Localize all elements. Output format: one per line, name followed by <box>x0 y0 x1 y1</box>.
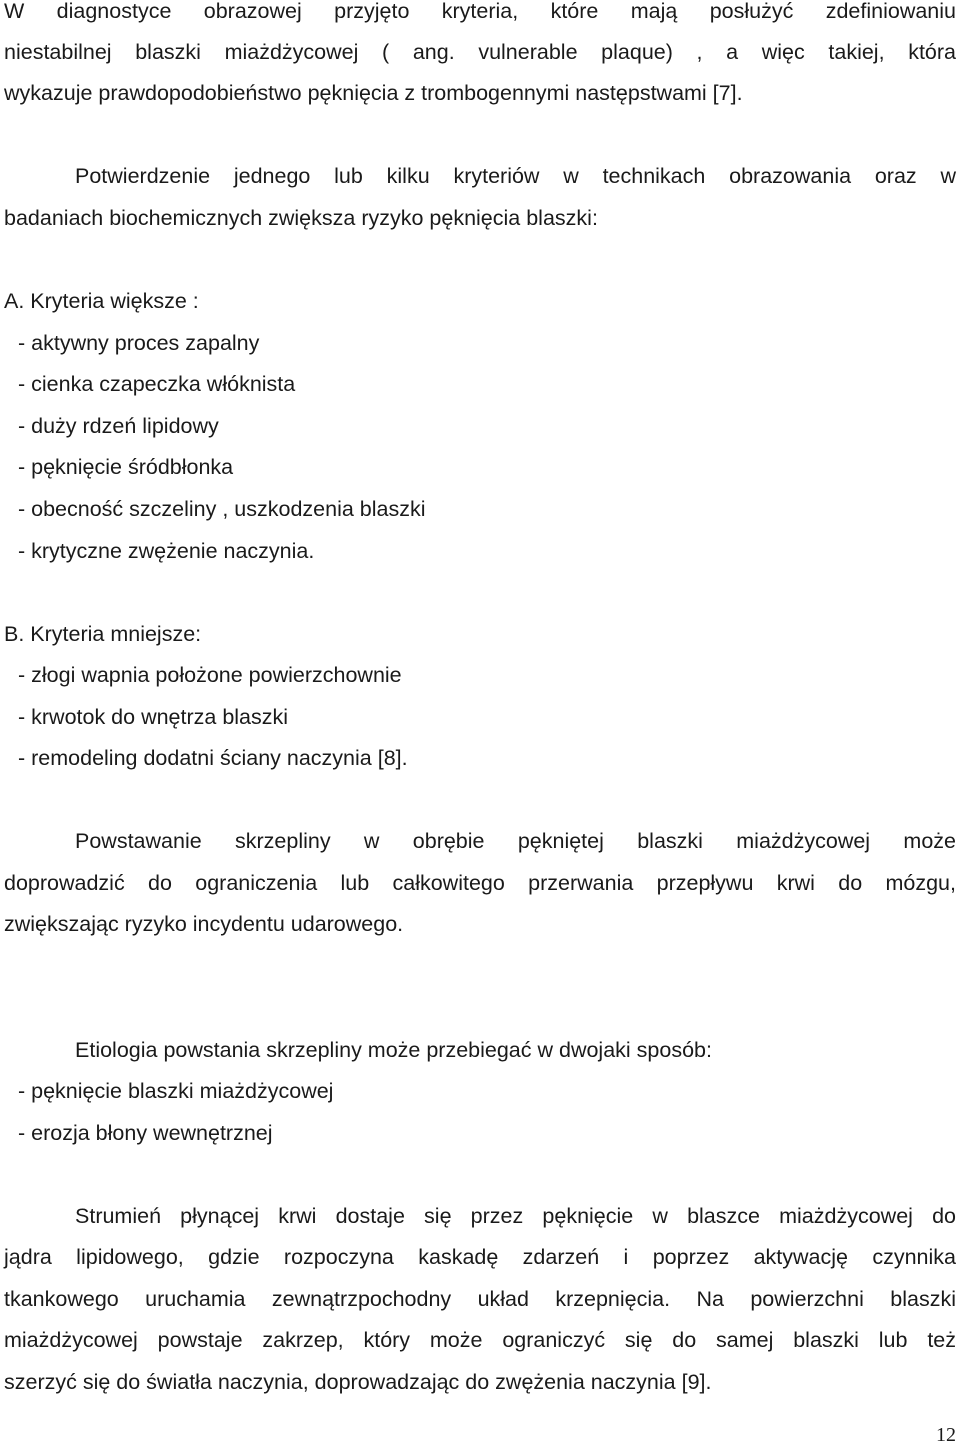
paragraph-1-line-2: niestabilnej blaszki miażdżycowej ( ang. vulnerable plaque) , a więc takiej, która <box>4 40 956 64</box>
paragraph-4-line-3: tkankowego uruchamia zewnątrzpochodny układ krzepnięcia. Na powierzchni blaszki <box>4 1287 956 1311</box>
etiology-item: - erozja błony wewnętrznej <box>18 1121 273 1145</box>
etiology-item: - pęknięcie blaszki miażdżycowej <box>18 1079 334 1103</box>
paragraph-2-line-1: Potwierdzenie jednego lub kilku kryteriów w technikach obrazowania oraz w <box>75 164 956 188</box>
etiology-intro: Etiologia powstania skrzepliny może przebiegać w dwojaki sposób: <box>75 1038 712 1062</box>
minor-criteria-item: - krwotok do wnętrza blaszki <box>18 705 289 729</box>
paragraph-3-line-3: zwiększając ryzyko incydentu udarowego. <box>4 912 404 936</box>
major-criteria-heading: A. Kryteria większe : <box>4 289 199 313</box>
major-criteria-item: - obecność szczeliny , uszkodzenia blaszki <box>18 497 426 521</box>
paragraph-4-line-1: Strumień płynącej krwi dostaje się przez pęknięcie w blaszce miażdżycowej do <box>75 1204 956 1228</box>
paragraph-4-line-5: szerzyć się do światła naczynia, doprowadzając do zwężenia naczynia [9]. <box>4 1370 712 1394</box>
minor-criteria-item: - złogi wapnia położone powierzchownie <box>18 663 402 687</box>
major-criteria-item: - pęknięcie śródbłonka <box>18 455 234 479</box>
paragraph-4-line-4: miażdżycowej powstaje zakrzep, który może ograniczyć się do samej blaszki lub też <box>4 1328 956 1352</box>
minor-criteria-item: - remodeling dodatni ściany naczynia [8]. <box>18 746 408 770</box>
major-criteria-item: - cienka czapeczka włóknista <box>18 372 296 396</box>
major-criteria-item: - duży rdzeń lipidowy <box>18 414 219 438</box>
paragraph-3-line-2: doprowadzić do ograniczenia lub całkowitego przerwania przepływu krwi do mózgu, <box>4 871 956 895</box>
paragraph-2-line-2: badaniach biochemicznych zwiększa ryzyko pęknięcia blaszki: <box>4 206 598 230</box>
paragraph-1-line-1: W diagnostyce obrazowej przyjęto kryteria, które mają posłużyć zdefiniowaniu <box>4 0 956 23</box>
paragraph-1-line-3: wykazuje prawdopodobieństwo pęknięcia z trombogennymi następstwami [7]. <box>4 81 743 105</box>
paragraph-3-line-1: Powstawanie skrzepliny w obrębie pękniętej blaszki miażdżycowej może <box>75 829 956 853</box>
page-number: 12 <box>936 1424 956 1446</box>
paragraph-4-line-2: jądra lipidowego, gdzie rozpoczyna kaskadę zdarzeń i poprzez aktywację czynnika <box>4 1245 956 1269</box>
major-criteria-item: - krytyczne zwężenie naczynia. <box>18 539 315 563</box>
major-criteria-item: - aktywny proces zapalny <box>18 331 260 355</box>
minor-criteria-heading: B. Kryteria mniejsze: <box>4 622 202 646</box>
